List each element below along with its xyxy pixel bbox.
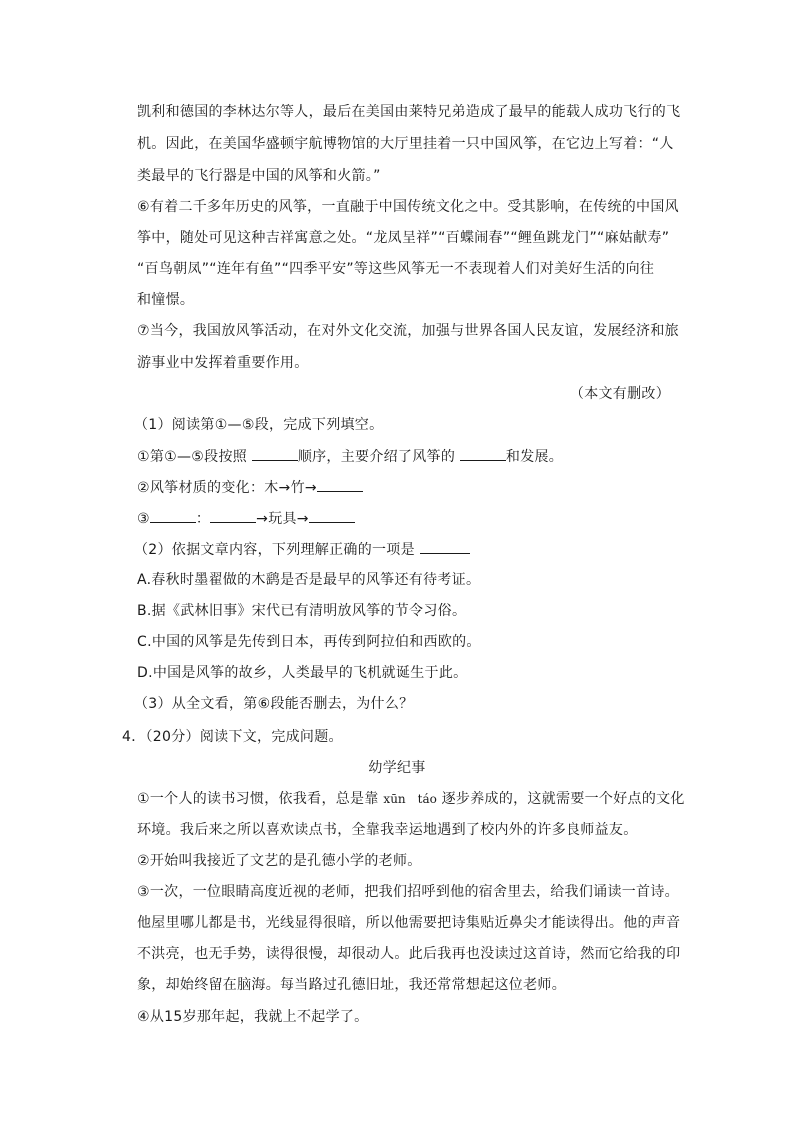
passage-p3-line-1: ③一次，一位眼睛高度近视的老师，把我们招呼到他的宿舍里去，给我们诵读一首诗。 — [137, 884, 679, 900]
answer-blank-order[interactable] — [252, 446, 298, 461]
question-2-option-a[interactable]: A.春秋时墨翟做的木鹞是否是最早的风筝还有待考证。 — [137, 572, 481, 588]
paragraph-5-line-2: 机。因此，在美国华盛顿宇航博物馆的大厅里挂着一只中国风筝，在它边上写着：“人 — [137, 136, 674, 152]
q1a-mid: 顺序，主要介绍了风筝的 — [297, 449, 456, 465]
pinyin-blank: xūn táo — [383, 792, 437, 806]
answer-blank-topic[interactable] — [150, 508, 196, 523]
q2-stem-text: （2）依据文章内容，下列理解正确的一项是 — [134, 542, 415, 558]
question-2-option-d[interactable]: D.中国是风筝的故乡，人类最早的飞机就诞生于此。 — [137, 665, 468, 681]
answer-blank-origin[interactable] — [460, 446, 506, 461]
q1a-prefix: ①第①—⑤段按照 — [137, 449, 248, 465]
passage-p1-text-a: ①一个人的读书习惯，依我看，总是靠 — [137, 791, 379, 807]
passage-title: 幼学纪事 — [368, 760, 426, 776]
paragraph-6-line-3: “百鸟朝凤”“连年有鱼”“四季平安”等这些风筝无一不表现着人们对美好生活的向往 — [137, 261, 655, 277]
source-note: （本文有删改） — [569, 386, 670, 402]
answer-blank-use-1[interactable] — [210, 508, 256, 523]
q1c-toy: →玩具→ — [256, 511, 309, 527]
passage-p3-line-3: 不洪亮，也无手势，读得很慢，却很动人。此后我再也没读过这首诗，然而它给我的印 — [137, 946, 681, 962]
paragraph-7-line-2: 游事业中发挥着重要作用。 — [137, 355, 309, 371]
answer-blank-choice[interactable] — [420, 539, 470, 554]
question-2-option-b[interactable]: B.据《武林旧事》宋代已有清明放风筝的节令习俗。 — [137, 603, 467, 619]
q1a-suffix: 和发展。 — [505, 449, 564, 465]
question-4-header: 4．（20分）阅读下文，完成问题。 — [122, 729, 343, 745]
question-2-stem — [134, 539, 470, 560]
question-1-item-a — [137, 446, 563, 467]
question-1-item-c — [137, 508, 355, 529]
question-2-option-c[interactable]: C.中国的风筝是先传到日本，再传到阿拉伯和西欧的。 — [137, 634, 481, 650]
question-1-stem: （1）阅读第①—⑤段，完成下列填空。 — [134, 417, 384, 433]
passage-p4: ④从15岁那年起，我就上不起学了。 — [137, 1009, 369, 1025]
paragraph-6-line-4: 和憧憬。 — [137, 292, 195, 308]
passage-p2: ②开始叫我接近了文艺的是孔德小学的老师。 — [137, 853, 422, 869]
answer-blank-use-2[interactable] — [309, 508, 355, 523]
passage-p3-line-2: 他屋里哪儿都是书，光线显得很暗，所以他需要把诗集贴近鼻尖才能读得出。他的声音 — [137, 915, 681, 931]
question-1-item-b — [137, 477, 363, 498]
q1c-colon: ： — [195, 511, 211, 527]
q1c-prefix: ③ — [137, 511, 150, 527]
question-3-stem: （3）从全文看，第⑥段能否删去，为什么？ — [134, 696, 414, 712]
passage-p1-line-2: 环境。我后来之所以喜欢读点书，全靠我幸运地遇到了校内外的许多良师益友。 — [137, 822, 638, 838]
passage-p3-line-4: 象，却始终留在脑海。每当路过孔德旧址，我还常常想起这位老师。 — [137, 977, 566, 993]
passage-p1-text-b: 逐步养成的，这就需要一个好点的文化 — [441, 791, 685, 807]
paragraph-7-line-1: ⑦当今，我国放风筝活动，在对外文化交流，加强与世界各国人民友谊，发展经济和旅 — [137, 323, 679, 339]
paragraph-6-line-2: 筝中，随处可见这种吉祥寓意之处。“龙凤呈祥”“百蝶闹春”“鲤鱼跳龙门”“麻姑献寿” — [137, 230, 670, 246]
answer-blank-material[interactable] — [317, 477, 363, 492]
q1b-prefix: ②风筝材质的变化：木→竹→ — [137, 480, 317, 496]
passage-p1-line-1 — [137, 789, 685, 809]
paragraph-5-line-1: 凯利和德国的李林达尔等人，最后在美国由莱特兄弟造成了最早的能载人成功飞行的飞 — [137, 104, 681, 120]
paragraph-5-line-3: 类最早的飞行器是中国的风筝和火箭。” — [137, 168, 381, 184]
paragraph-6-line-1: ⑥有着二千多年历史的风筝，一直融于中国传统文化之中。受其影响，在传统的中国风 — [137, 199, 679, 215]
